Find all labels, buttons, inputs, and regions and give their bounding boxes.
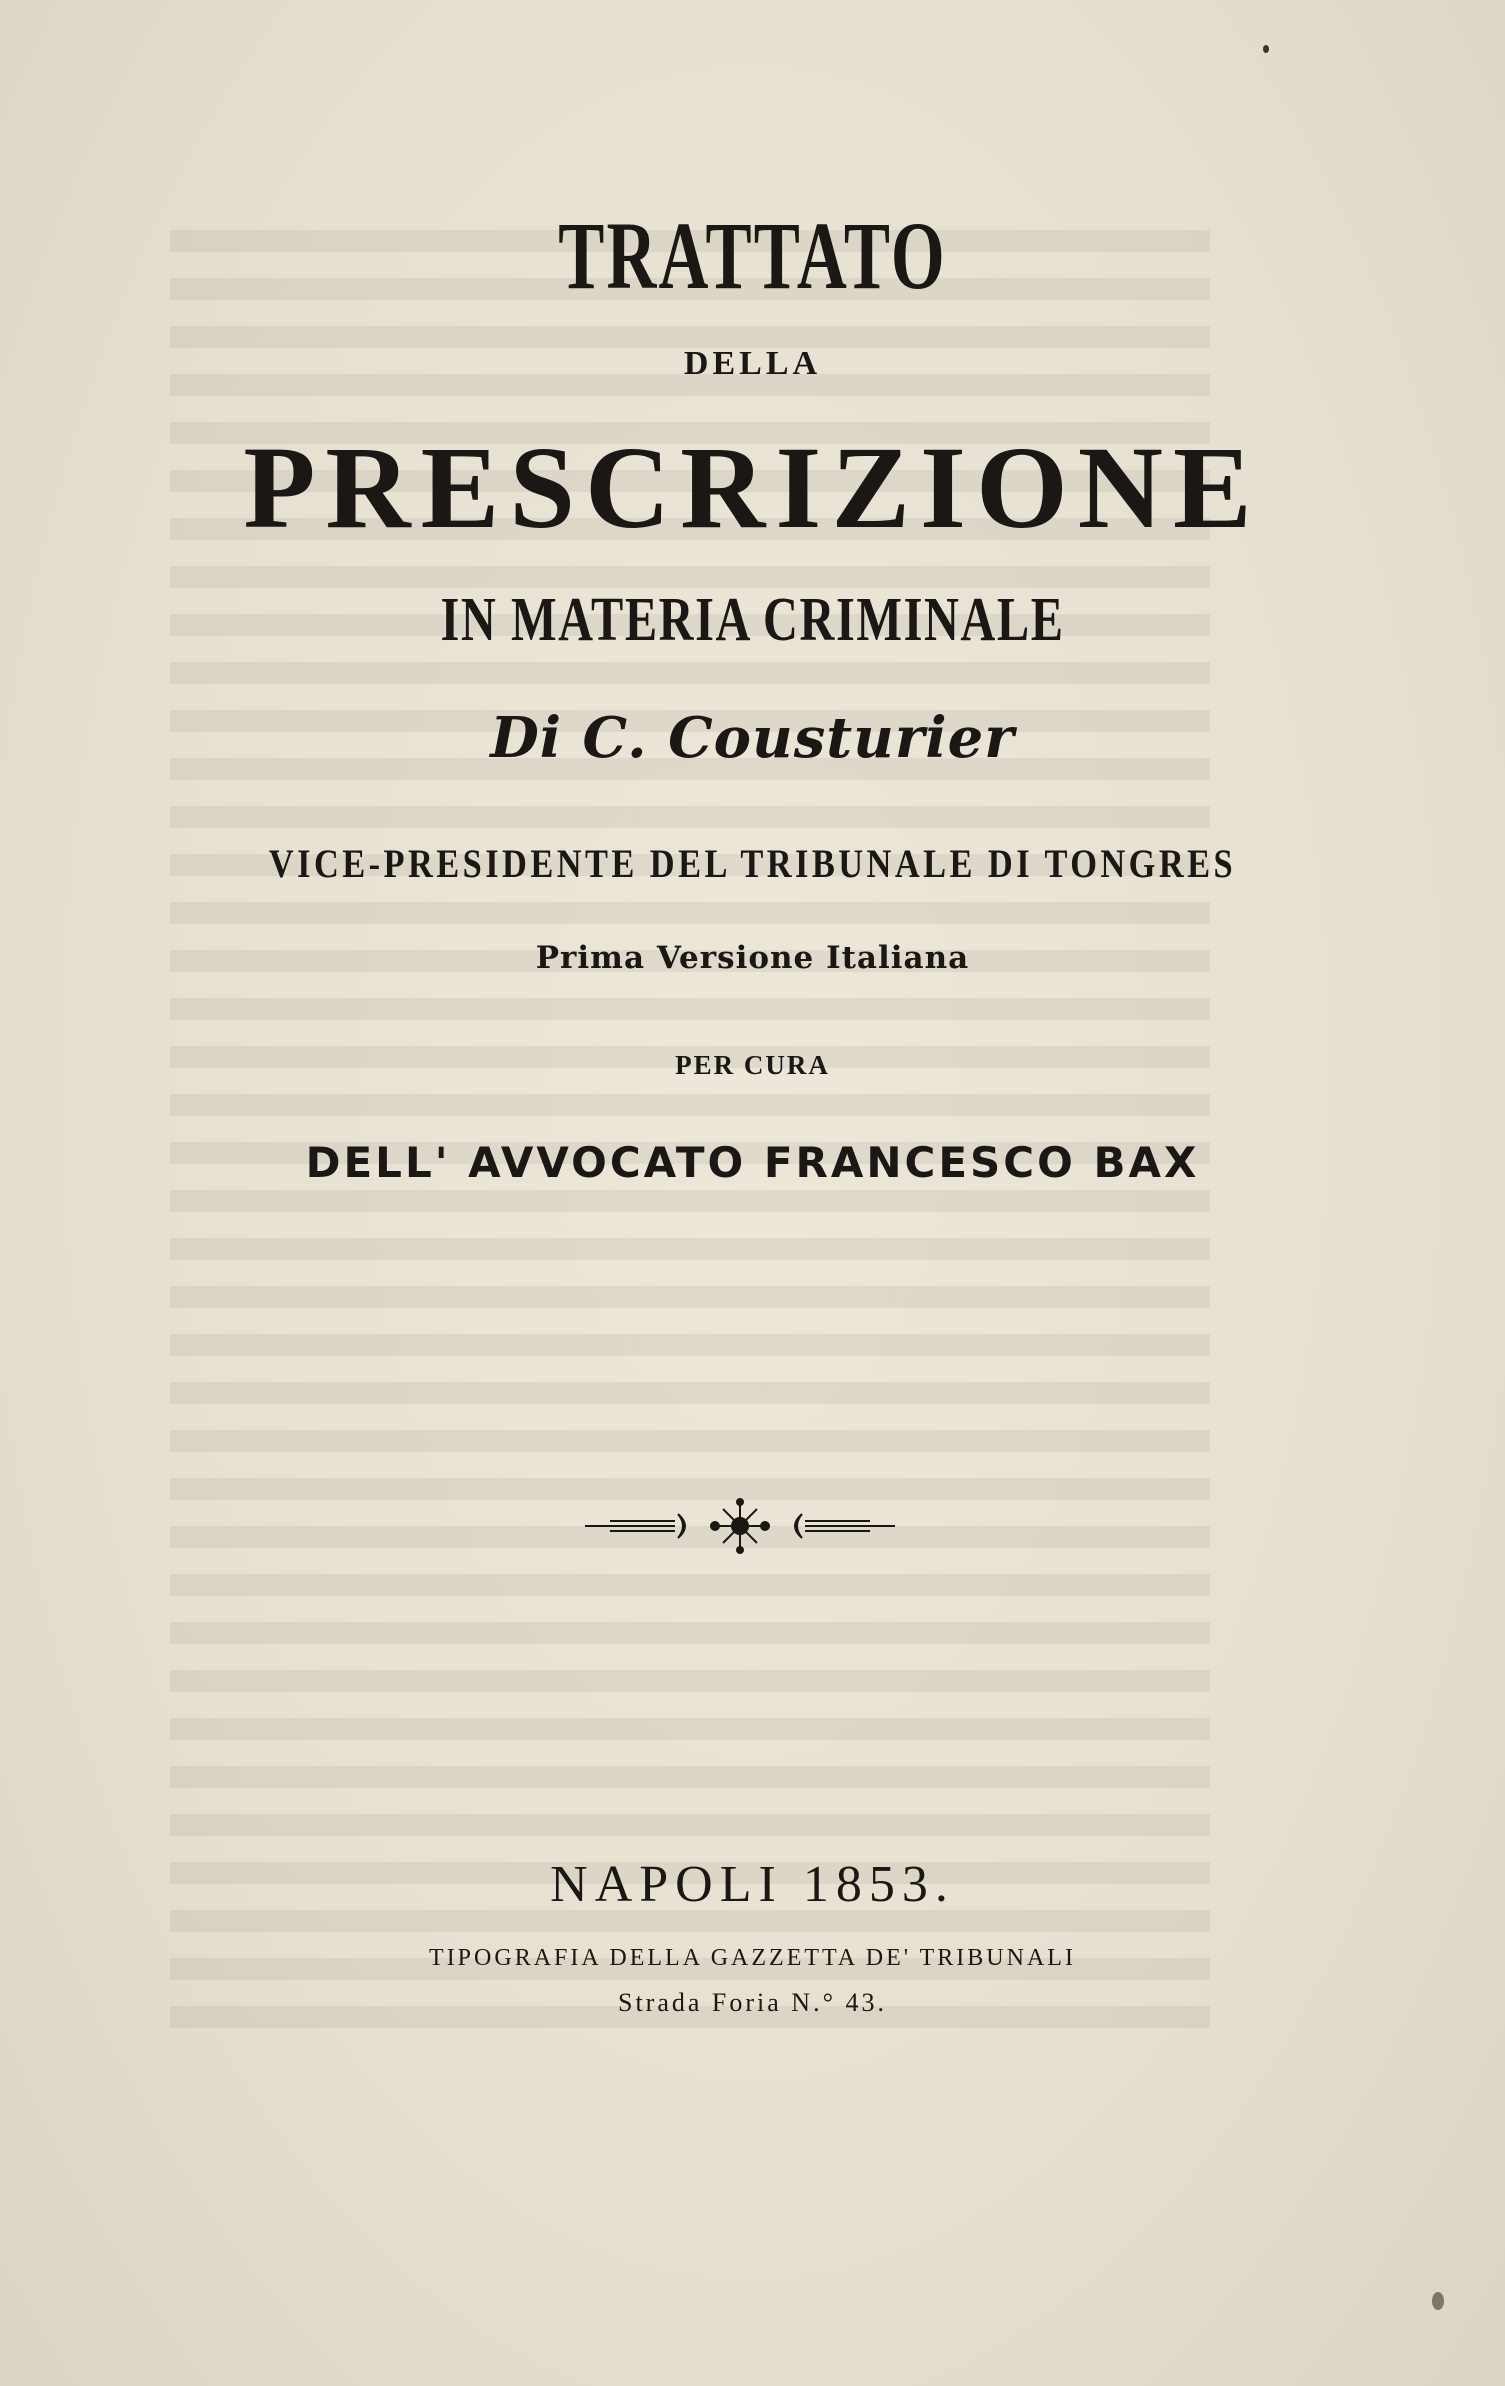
title-line-prescrizione: PRESCRIZIONE xyxy=(243,422,1262,553)
fleuron-ornament-icon xyxy=(580,1496,900,1556)
ink-speck xyxy=(1263,45,1269,53)
imprint-place-date: NAPOLI 1853. xyxy=(550,1856,955,1913)
author-position: VICE-PRESIDENTE DEL TRIBUNALE DI TONGRES xyxy=(268,841,1237,886)
title-line-trattato: TRATTATO xyxy=(558,202,947,309)
translator-name: DELL' AVVOCATO FRANCESCO BAX xyxy=(305,1138,1200,1187)
author-name: Di C. Cousturier xyxy=(490,705,1015,771)
imprint-printer: TIPOGRAFIA DELLA GAZZETTA DE' TRIBUNALI xyxy=(429,1945,1076,1971)
ink-speck xyxy=(1432,2292,1444,2310)
title-line-della: DELLA xyxy=(683,345,822,382)
edition-label: Prima Versione Italiana xyxy=(535,940,970,976)
imprint-address: Strada Foria N.° 43. xyxy=(618,1988,887,2017)
per-cura-label: PER CURA xyxy=(675,1050,830,1080)
title-line-materia: IN MATERIA CRIMINALE xyxy=(440,586,1065,654)
